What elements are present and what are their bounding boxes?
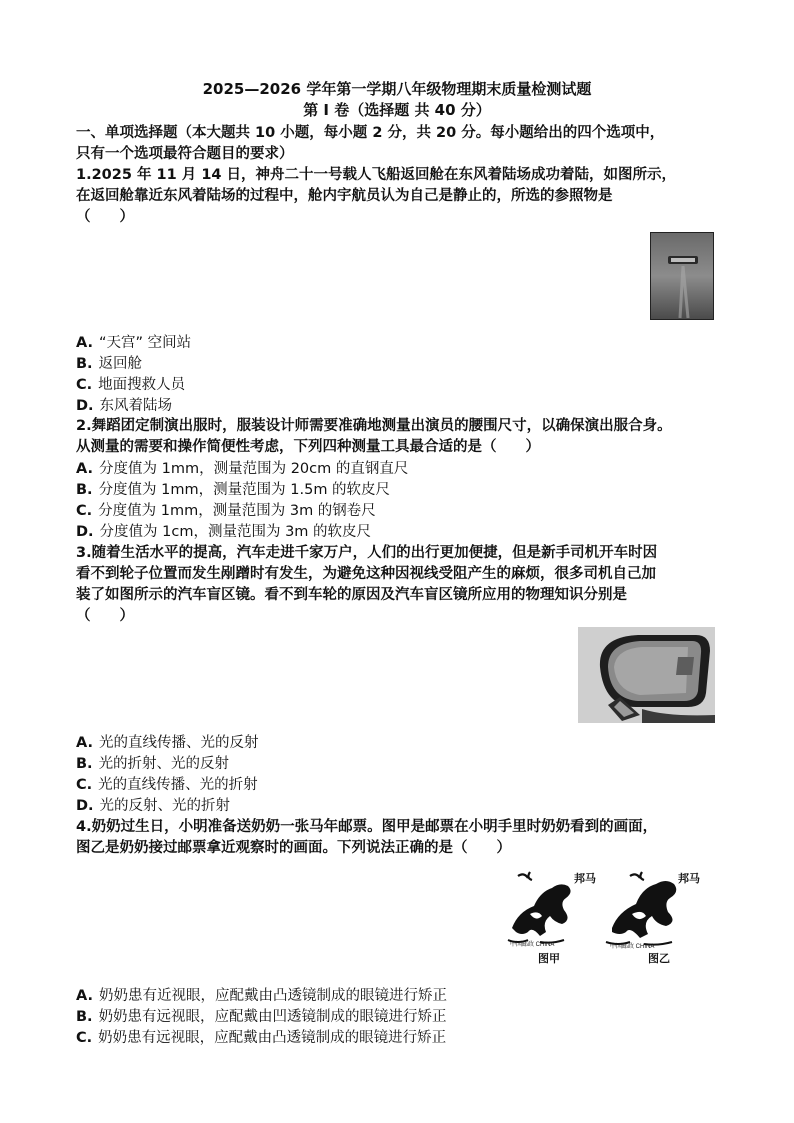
- fig-label-b: 图乙: [648, 953, 670, 965]
- q4-option-a[interactable]: A. 奶奶患有近视眼，应配戴由凸透镜制成的眼镜进行矫正: [76, 988, 447, 1004]
- q2-stem-line1: 2.舞蹈团定制演出服时，服装设计师需要准确地测量出演员的腰围尺寸，以确保演出服合身。: [76, 418, 672, 434]
- exam-title: 2025—2026 学年第一学期八年级物理期末质量检测试题: [202, 80, 592, 98]
- svg-text:邦马: 邦马: [678, 873, 700, 885]
- stamp-figure-b: [606, 871, 700, 965]
- q3-stem-line2: 看不到轮子位置而发生剐蹭时有发生，为避免这种因视线受阻产生的麻烦，很多司机自己加: [76, 566, 656, 582]
- q3-stem-line1: 3.随着生活水平的提高，汽车走进千家万户，人们的出行更加便捷，但是新手司机开车时因: [76, 545, 658, 561]
- svg-text:中国邮政 CHINA: 中国邮政 CHINA: [510, 942, 555, 948]
- q2-option-c[interactable]: C. 分度值为 1mm，测量范围为 3m 的钢卷尺: [76, 503, 376, 519]
- q1-option-a[interactable]: A. “天宫” 空间站: [76, 335, 192, 351]
- q2-option-d[interactable]: D. 分度值为 1cm，测量范围为 3m 的软皮尺: [76, 524, 372, 540]
- fig-label-a: 图甲: [538, 953, 560, 965]
- q3-answer-bracket: （ ）: [76, 608, 134, 624]
- exam-subtitle: 第 Ⅰ 卷（选择题 共 40 分）: [303, 101, 491, 119]
- q2-option-b[interactable]: B. 分度值为 1mm，测量范围为 1.5m 的软皮尺: [76, 482, 391, 498]
- q4-stem-line1: 4.奶奶过生日，小明准备送奶奶一张马年邮票。图甲是邮票在小明手里时奶奶看到的画面，: [76, 819, 658, 835]
- q1-answer-bracket: （ ）: [76, 209, 134, 225]
- q4-option-b[interactable]: B. 奶奶患有远视眼，应配戴由凹透镜制成的眼镜进行矫正: [76, 1009, 447, 1025]
- svg-text:邦马: 邦马: [574, 873, 596, 885]
- q3-option-b[interactable]: B. 光的折射、光的反射: [76, 756, 230, 772]
- q4-stem-line2: 图乙是奶奶接过邮票拿近观察时的画面。下列说法正确的是（ ）: [76, 840, 511, 856]
- q3-blind-spot-mirror-photo: [578, 627, 715, 723]
- q1-capsule-photo: [650, 232, 714, 320]
- section-heading-line2: 只有一个选项最符合题目的要求）: [76, 146, 294, 162]
- q1-option-b[interactable]: B. 返回舱: [76, 356, 143, 372]
- q3-option-a[interactable]: A. 光的直线传播、光的反射: [76, 735, 259, 751]
- q1-stem-line1: 1.2025 年 11 月 14 日，神舟二十一号载人飞船返回舱在东风着陆场成功着陆，如图所示，: [76, 167, 677, 183]
- q1-option-d[interactable]: D. 东风着陆场: [76, 398, 173, 414]
- section-heading-line1: 一、单项选择题（本大题共 10 小题，每小题 2 分，共 20 分。每小题给出的四个选项中，: [76, 125, 665, 141]
- q4-option-c[interactable]: C. 奶奶患有远视眼，应配戴由凸透镜制成的眼镜进行矫正: [76, 1030, 447, 1046]
- q1-stem-line2: 在返回舱靠近东风着陆场的过程中，舱内宇航员认为自己是静止的，所选的参照物是: [76, 188, 613, 204]
- q2-stem-line2: 从测量的需要和操作简便性考虑，下列四种测量工具最合适的是（ ）: [76, 439, 540, 455]
- q3-stem-line3: 装了如图所示的汽车盲区镜。看不到车轮的原因及汽车盲区镜所应用的物理知识分别是: [76, 587, 627, 603]
- stamp-figure-a: [508, 871, 596, 965]
- q3-option-c[interactable]: C. 光的直线传播、光的折射: [76, 777, 258, 793]
- q3-option-d[interactable]: D. 光的反射、光的折射: [76, 798, 231, 814]
- q4-stamp-figures: [500, 862, 710, 974]
- q2-option-a[interactable]: A. 分度值为 1mm，测量范围为 20cm 的直钢直尺: [76, 461, 409, 477]
- q1-option-c[interactable]: C. 地面搜救人员: [76, 377, 186, 393]
- svg-text:中国邮政 CHINA: 中国邮政 CHINA: [610, 944, 655, 950]
